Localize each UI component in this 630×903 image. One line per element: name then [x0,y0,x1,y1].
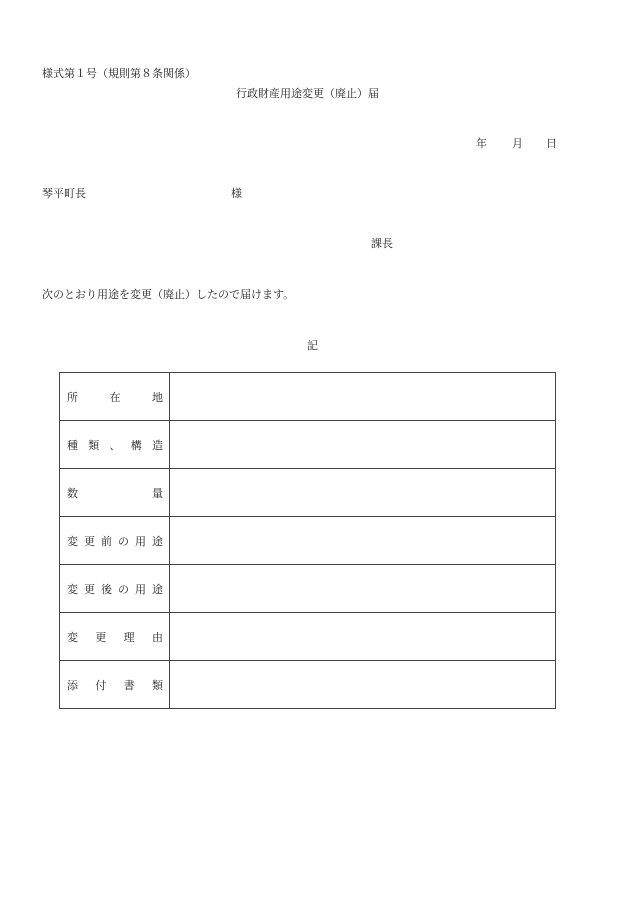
row-value-field[interactable] [170,517,556,565]
row-value-field[interactable] [170,613,556,661]
row-label-char: 変 [67,630,78,644]
row-label-char: 付 [95,678,107,692]
row-label-text [67,437,163,453]
row-label-char: 地 [152,390,163,404]
row-label-char: 類 [151,678,163,692]
row-label-char: 更 [95,630,107,644]
row-label [60,661,170,709]
sender-title: 課長 [371,237,393,250]
row-value-field[interactable] [170,469,556,517]
document-title: 行政財産用途変更（廃止）届 [236,87,379,100]
row-label-text [67,677,163,693]
row-label-char: 前 [101,534,112,548]
addressee-name: 琴平町長 [42,187,86,200]
row-label-char: 所 [67,390,78,404]
row-label-char: 造 [152,438,163,452]
row-label [60,613,170,661]
row-value-field[interactable] [170,565,556,613]
row-use-before [60,517,556,565]
ki-label: 記 [307,339,318,352]
row-label-char: 更 [84,534,95,548]
intro-text: 次のとおり用途を変更（廃止）したので届けます。 [42,288,295,301]
date-day-label: 日 [546,137,557,150]
row-label-char: 添 [67,678,78,692]
row-attachments [60,661,556,709]
row-label-char: 類 [88,438,100,452]
row-label-char: 由 [151,630,163,644]
row-change-reason [60,613,556,661]
row-label-char: 更 [84,582,95,596]
row-label-char: 途 [152,582,163,596]
row-label-char: の [118,534,129,548]
form-number: 様式第１号（規則第８条関係） [42,67,196,80]
row-label [60,565,170,613]
row-type-structure [60,421,556,469]
row-label-char: の [118,582,129,596]
row-label-char: 理 [123,630,135,644]
row-label [60,421,170,469]
row-value-field[interactable] [170,421,556,469]
row-value-field[interactable] [170,373,556,421]
row-location [60,373,556,421]
row-label-text [67,533,163,549]
row-label-char: 変 [67,582,78,596]
row-label-text [67,629,163,645]
row-label-char: 数 [67,486,78,500]
row-label-char: 用 [135,534,146,548]
row-label-char: 、 [109,438,121,452]
row-label [60,517,170,565]
row-label-text [67,485,163,501]
row-label [60,373,170,421]
row-label [60,469,170,517]
row-quantity [60,469,556,517]
row-label-char: 変 [67,534,78,548]
row-label-text [67,389,163,405]
addressee-honorific: 様 [231,187,242,200]
row-label-char: 量 [152,486,163,500]
row-value-field[interactable] [170,661,556,709]
row-label-char: 構 [130,438,142,452]
row-label-char: 書 [123,678,135,692]
row-label-char: 後 [101,582,112,596]
row-use-after [60,565,556,613]
row-label-char: 在 [109,390,121,404]
date-year-label: 年 [476,137,487,150]
row-label-char: 種 [67,438,78,452]
detail-table [59,372,556,709]
detail-table-body [60,373,556,709]
row-label-char: 用 [135,582,146,596]
row-label-char: 途 [152,534,163,548]
date-month-label: 月 [512,137,523,150]
row-label-text [67,581,163,597]
